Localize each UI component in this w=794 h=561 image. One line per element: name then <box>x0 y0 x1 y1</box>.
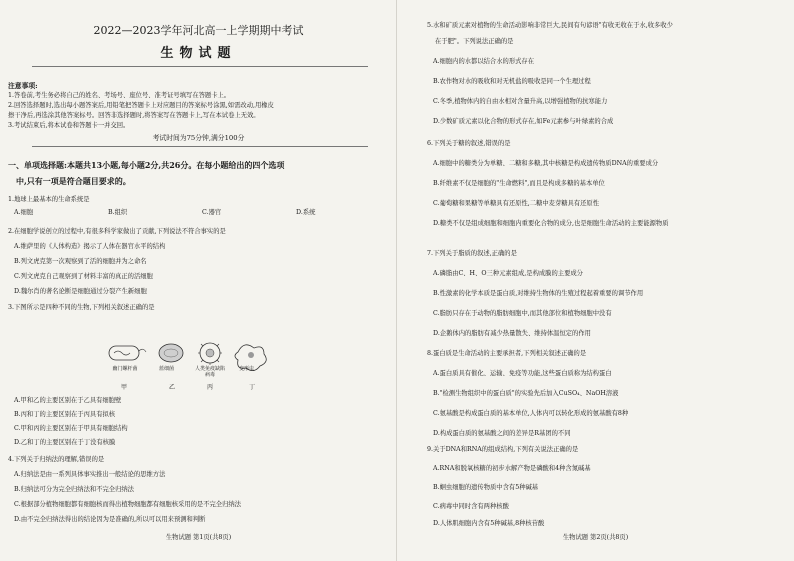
q1-option-a: A.细胞 <box>14 209 34 216</box>
q2-option-b: B.列文虎克第一次观察到了活的细胞并为之命名 <box>14 258 147 265</box>
q5-stem-cont: 在于肥"。下列说法正确的是 <box>435 38 514 45</box>
notice-divider <box>32 146 368 147</box>
q4-option-d: D.由不完全归纳法得出的结论因为是准确的,所以可以用来预测和判断 <box>14 516 206 523</box>
caption-amoeba: 变形虫 <box>239 366 255 372</box>
q2-stem: 2.在细胞学说创立的过程中,有很多科学家做出了贡献,下列说法不符合事实的是 <box>8 228 226 235</box>
caption-hiv: 人类免疫缺陷病毒 <box>195 366 226 378</box>
q6-option-a: A.细胞中的糖类分为单糖、二糖和多糖,其中核糖是构成遗传物质DNA的重要成分 <box>433 160 659 167</box>
q6-option-d: D.糖类不仅是组成细胞和细胞内重要化合物的成分,也是细胞生命活动的主要能源物质 <box>433 220 669 227</box>
notice-line: 擦干净后,再选涂其他答案标号。回答非选择题时,将答案写在答题卡上,写在本试卷上无效。 <box>8 112 260 119</box>
page-1-footer: 生物试题 第1页(共8页) <box>165 534 232 541</box>
label-bing: 丙 <box>207 384 214 391</box>
q9-option-b: B.蛔虫细胞的遗传物质中含有5种碱基 <box>433 484 539 491</box>
page-2-footer: 生物试题 第2页(共8页) <box>562 534 629 541</box>
q3-stem: 3.下图所示是四种不同的生物,下列相关叙述正确的是 <box>8 304 155 311</box>
q1-option-d: D.系统 <box>296 209 316 216</box>
q8-stem: 8.蛋白质是生命活动的主要承担者,下列相关叙述正确的是 <box>427 350 587 357</box>
q7-option-d: D.企鹅体内的脂肪有减少热量散失、维持体温恒定的作用 <box>433 330 591 337</box>
q5-stem: 5.水和矿质元素对植物的生命活动影响非常巨大,民间有句谚语"有收无收在于水,收多收少 <box>427 22 673 29</box>
q6-option-c: C.葡萄糖和果糖等单糖具有还原性,二糖中麦芽糖具有还原性 <box>433 200 600 207</box>
q8-option-a: A.蛋白质具有催化、运输、免疫等功能,这些蛋白质称为结构蛋白 <box>433 370 612 377</box>
q7-option-c: C.脂肪只存在于动物的脂肪细胞中,而其他部位和植物细胞中没有 <box>433 310 612 317</box>
q2-option-c: C.列文虎克自己观察到了材料丰富的真正的活细胞 <box>14 273 153 280</box>
q5-option-d: D.少数矿质元素以化合物的形式存在,如Fe元素参与叶绿素的合成 <box>433 118 614 125</box>
q6-option-b: B.纤维素不仅是细胞的"生命燃料",而且是构成多糖的基本单位 <box>433 180 605 187</box>
q3-option-a: A.甲和乙的主要区别在于乙具有细胞壁 <box>14 397 122 404</box>
q1-option-c: C.器官 <box>202 209 222 216</box>
q8-option-b: B."检测生物组织中的蛋白质"的实验先后加入CuSO₄、NaOH溶液 <box>433 390 619 397</box>
q3-option-b: B.丙和丁的主要区别在于丙具有拟核 <box>14 411 116 418</box>
subject-title: 生物试题 <box>160 46 237 61</box>
q3-organisms-figure <box>103 342 303 390</box>
helicobacter-drawing <box>109 346 146 360</box>
q8-option-d: D.构成蛋白质的氨基酸之间的差异是R基团的不同 <box>433 430 571 437</box>
notice-line: 3.考试结束后,将本试卷和答题卡一并交回。 <box>8 122 130 129</box>
section-heading-cont: 中,只有一项是符合题目要求的。 <box>16 176 131 186</box>
page-2 <box>397 0 794 561</box>
q9-option-a: A.RNA和脱氧核糖的初步水解产物是磷酸和4种含氮碱基 <box>433 465 591 472</box>
caption-helicobacter: 幽门螺杆菌 <box>112 366 138 372</box>
q8-option-c: C.氨基酸是构成蛋白质的基本单位,人体内可以转化形成的氨基酸有8种 <box>433 410 629 417</box>
q6-stem: 6.下列关于糖的叙述,错误的是 <box>427 140 511 147</box>
q1-stem: 1.地球上最基本的生命系统是 <box>8 196 90 203</box>
exam-info: 考试时间为75分钟,满分100分 <box>152 134 245 142</box>
q5-option-b: B.农作物对水的吸收和对无机盐的吸收是同一个生理过程 <box>433 78 591 85</box>
q9-option-d: D.人体肌细胞内含有5种碱基,8种核苷酸 <box>433 520 545 527</box>
q4-option-c: C.根据部分植物细胞都有细胞核而得出植物细胞都有细胞核采用的是不完全归纳法 <box>14 501 241 508</box>
caption-cyanobacteria: 蓝细菌 <box>159 366 175 372</box>
notice-heading: 注意事项: <box>8 82 38 90</box>
label-yi: 乙 <box>169 384 176 391</box>
q5-option-a: A.细胞内的水都以结合水的形式存在 <box>433 58 535 65</box>
q2-option-d: D.魏尔肖的著名论断是细胞通过分裂产生新细胞 <box>14 288 147 295</box>
title-divider <box>32 66 368 67</box>
q7-stem: 7.下列关于脂质的叙述,正确的是 <box>427 250 517 257</box>
hiv-drawing <box>198 342 222 365</box>
q9-stem: 9.关于DNA和RNA的组成结构,下列有关说法正确的是 <box>427 446 579 453</box>
q2-option-a: A.维萨里的《人体构造》揭示了人体在器官水平的结构 <box>14 243 166 250</box>
q5-option-c: C.冬季,植物体内的自由水相对含量升高,以增强植物的抗寒能力 <box>433 98 608 105</box>
q4-stem: 4.下列关于归纳法的理解,错误的是 <box>8 456 105 463</box>
q4-option-b: B.归纳法可分为完全归纳法和不完全归纳法 <box>14 486 134 493</box>
q3-option-d: D.乙和丁的主要区别在于丁没有核膜 <box>14 439 116 446</box>
label-jia: 甲 <box>121 384 128 391</box>
q7-option-b: B.性激素的化学本质是蛋白质,对维持生物体的生殖过程起着重要的调节作用 <box>433 290 644 297</box>
section-heading: 一、单项选择题:本题共13小题,每小题2分,共26分。在每小题给出的四个选项 <box>8 160 285 170</box>
q7-option-a: A.磷脂由C、H、O三种元素组成,是构成膜的主要成分 <box>433 270 583 277</box>
label-ding: 丁 <box>249 384 256 391</box>
exam-title: 2022—2023学年河北高一上学期期中考试 <box>93 24 304 37</box>
cyanobacteria-drawing <box>159 344 183 362</box>
q1-option-b: B.组织 <box>108 209 128 216</box>
q4-option-a: A.归纳法是由一系列具体事实推出一般结论的思维方法 <box>14 471 166 478</box>
notice-line: 2.回答选择题时,选出每小题答案后,用铅笔把答题卡上对应题目的答案标号涂黑,如需改动,用橡皮 <box>8 102 274 109</box>
q9-option-c: C.病毒中同时含有两种核酸 <box>433 503 509 510</box>
notice-line: 1.答卷前,考生务必将自己的姓名、考场号、座位号、准考证号填写在答题卡上。 <box>8 92 231 99</box>
q3-option-c: C.甲和丙的主要区别在于甲具有细胞结构 <box>14 425 128 432</box>
